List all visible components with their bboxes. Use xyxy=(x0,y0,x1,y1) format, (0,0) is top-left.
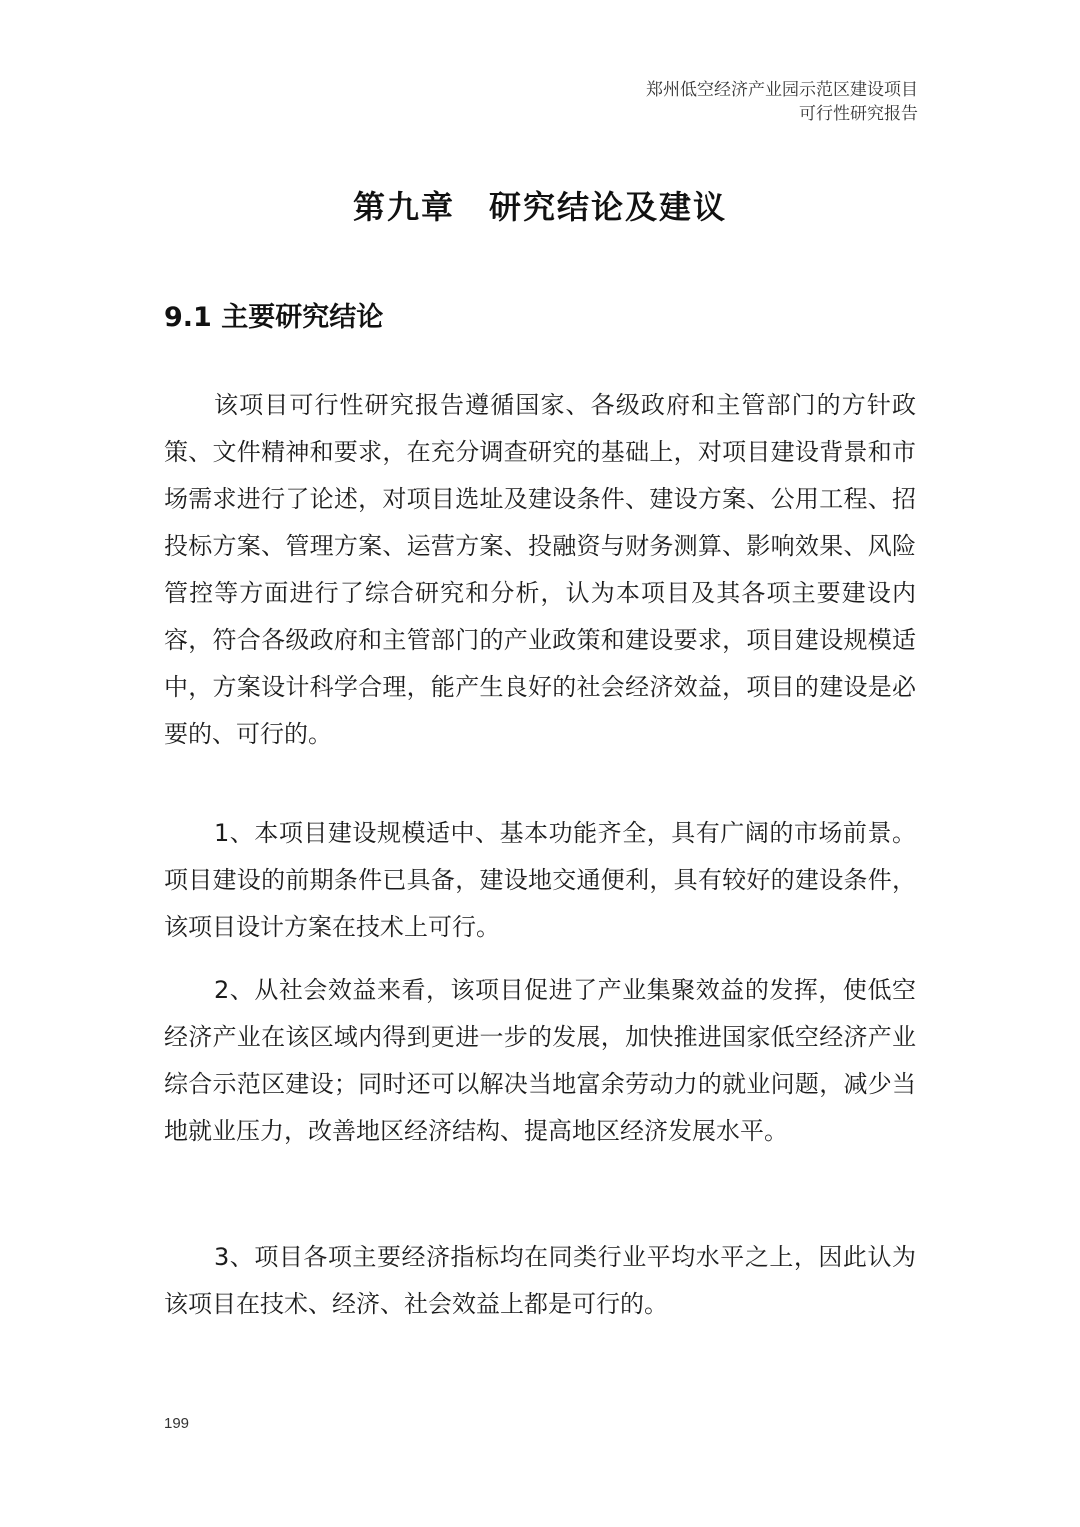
chapter-title: 第九章 研究结论及建议 xyxy=(352,188,727,226)
paragraph-conclusion-2: 2、从社会效益来看，该项目促进了产业集聚效益的发挥，使低空经济产业在该区域内得到更进一步的发展，加快推进国家低空经济产业综合示范区建设；同时还可以解决当地富余劳动力的就业问题，减少当地就业压力，改善地区经济结构、提高地区经济发展水平。 xyxy=(164,976,916,1145)
section-heading: 9.1 主要研究结论 xyxy=(164,302,384,333)
running-header xyxy=(646,78,918,126)
header-project-name: 郑州低空经济产业园示范区建设项目 xyxy=(646,80,918,100)
paragraph-conclusion-1: 1、本项目建设规模适中、基本功能齐全，具有广阔的市场前景。项目建设的前期条件已具备，建设地交通便利，具有较好的建设条件，该项目设计方案在技术上可行。 xyxy=(164,819,916,941)
page-number: 199 xyxy=(164,1415,190,1432)
paragraph-intro: 该项目可行性研究报告遵循国家、各级政府和主管部门的方针政策、文件精神和要求，在充分调查研究的基础上，对项目建设背景和市场需求进行了论述，对项目选址及建设条件、建设方案、公用工程、招投标方案、管理方案、运营方案、投融资与财务测算、影响效果、风险管控等方面进行了综合研究和分析，认为本项目及其各项主要建设内容，符合各级政府和主管部门的产业政策和建设要求，项目建设规模适中，方案设计科学合理，能产生良好的社会经济效益，项目的建设是必要的、可行的。 xyxy=(164,391,916,748)
paragraph-conclusion-3: 3、项目各项主要经济指标均在同类行业平均水平之上，因此认为该项目在技术、经济、社会效益上都是可行的。 xyxy=(164,1243,916,1318)
header-report-type: 可行性研究报告 xyxy=(799,104,918,124)
